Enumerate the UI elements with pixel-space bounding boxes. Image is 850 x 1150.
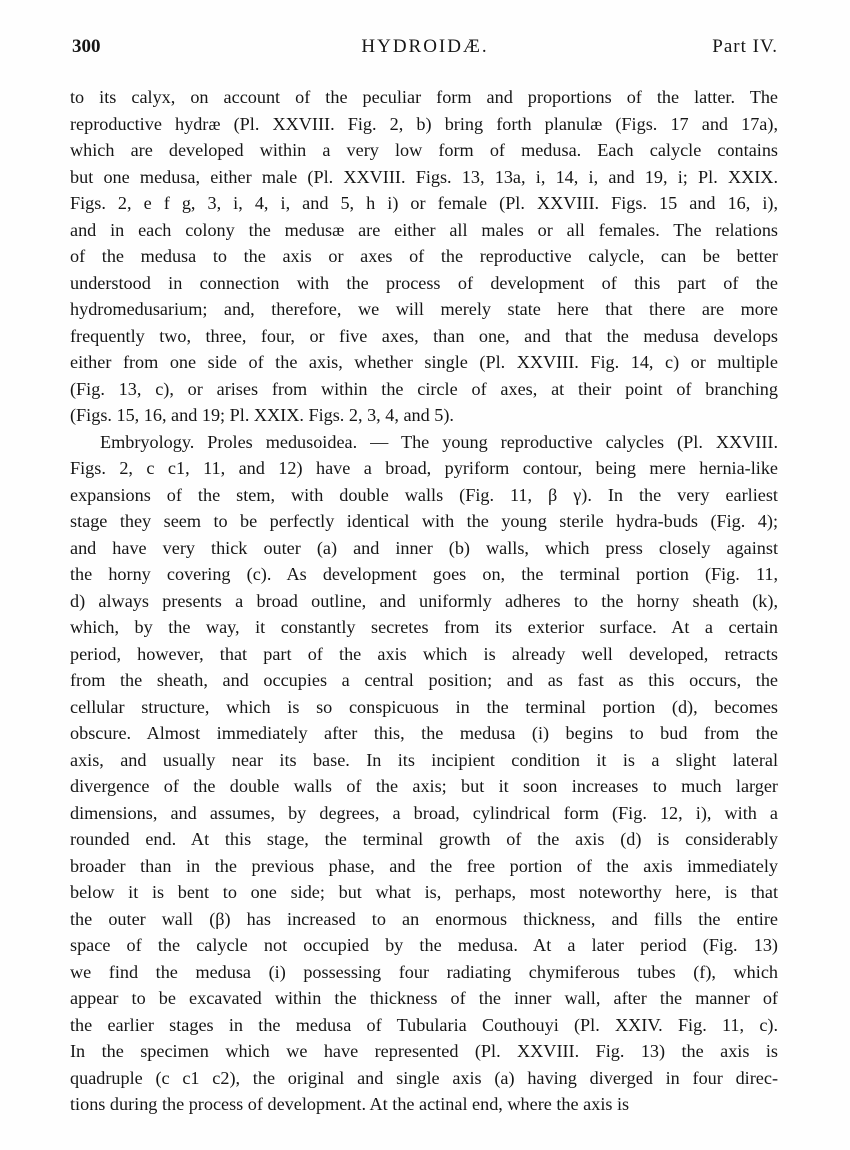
text-line: obscure. Almost immediately after this, the medusa (i) begins to bud from the [70,723,778,743]
text-line: rounded end. At this stage, the terminal growth of the axis (d) is considerably [70,829,778,849]
text-line: tions during the process of development. At the actinal end, where the axis is [70,1094,630,1114]
text-line: understood in connection with the process of development of this part of the [70,272,778,293]
text-line: the horny covering (c). As development goes on, the terminal portion (Fig. 11, [70,564,778,584]
text-line: either from one side of the axis, whether single (Pl. XXVIII. Fig. 14, c) or multiple [70,352,778,372]
text-line: space of the calycle not occupied by the medusa. At a later period (Fig. 13) [70,935,778,955]
text-line: hydromedusarium; and, therefore, we will merely state here that there are more [70,299,778,319]
text-line: the earlier stages in the medusa of Tubularia Couthouyi (Pl. XXIV. Fig. 11, c). [70,1014,778,1035]
running-title: HYDROIDÆ. [361,36,489,57]
text-line: stage they seem to be perfectly identical with the young sterile hydra-buds (Fig. 4); [70,511,778,531]
text-line: divergence of the double walls of the axis; but it soon increases to much larger [70,776,778,796]
text-line: from the sheath, and occupies a central position; and as fast as this occurs, the [70,670,778,690]
text-line: Embryology. Proles medusoidea. — The young reproductive calycles (Pl. XXVIII. [100,431,778,452]
text-line: the outer wall (β) has increased to an enormous thickness, and fills the entire [70,908,778,929]
text-line: In the specimen which we have represented (Pl. XXVIII. Fig. 13) the axis is [70,1041,778,1061]
text-line: quadruple (c c1 c2), the original and single axis (a) having diverged in four direc- [70,1067,778,1088]
text-line: period, however, that part of the axis which is already well developed, retracts [70,643,778,664]
page-number: 300 [72,36,101,57]
text-line: (Figs. 15, 16, and 19; Pl. XXIX. Figs. 2, 3, 4, and 5). [70,405,454,425]
text-line: we find the medusa (i) possessing four radiating chymiferous tubes (f), which [70,961,778,982]
text-line: Figs. 2, e f g, 3, i, 4, i, and 5, h i) or female (Pl. XXVIII. Figs. 15 and 16, i), [70,193,778,213]
body-text [70,84,778,1118]
text-line: reproductive hydræ (Pl. XXVIII. Fig. 2, b) bring forth planulæ (Figs. 17 and 17a), [70,113,778,134]
text-line: but one medusa, either male (Pl. XXVIII. Figs. 13, 13a, i, 14, i, and 19, i; Pl. XXIX. [70,166,778,187]
text-line: which are developed within a very low form of medusa. Each calycle contains [70,140,778,160]
text-line: appear to be excavated within the thickness of the inner wall, after the manner of [70,988,778,1008]
text-line: (Fig. 13, c), or arises from within the circle of axes, at their point of branching [70,378,778,399]
text-line: which, by the way, it constantly secretes from its exterior surface. At a certain [70,617,778,637]
text-line: axis, and usually near its base. In its incipient condition it is a slight lateral [70,749,778,770]
text-line: to its calyx, on account of the peculiar form and proportions of the latter. The [70,87,778,107]
text-line: below it is bent to one side; but what is, perhaps, most noteworthy here, is that [70,882,778,902]
text-line: of the medusa to the axis or axes of the reproductive calycle, can be better [70,246,778,266]
page-header [72,36,778,66]
text-line: broader than in the previous phase, and the free portion of the axis immediately [70,855,778,876]
part-label: Part IV. [712,36,778,57]
text-line: and in each colony the medusæ are either all males or all females. The relations [70,219,778,240]
text-line: cellular structure, which is so conspicuous in the terminal portion (d), becomes [70,696,778,717]
text-line: d) always presents a broad outline, and uniformly adheres to the horny sheath (k), [70,590,778,611]
text-line: dimensions, and assumes, by degrees, a broad, cylindrical form (Fig. 12, i), with a [70,802,778,823]
text-line: Figs. 2, c c1, 11, and 12) have a broad, pyriform contour, being mere hernia-like [70,458,778,478]
text-line: expansions of the stem, with double walls (Fig. 11, β γ). In the very earliest [70,484,778,505]
text-line: frequently two, three, four, or five axes, than one, and that the medusa develops [70,325,778,346]
text-line: and have very thick outer (a) and inner (b) walls, which press closely against [70,537,778,558]
